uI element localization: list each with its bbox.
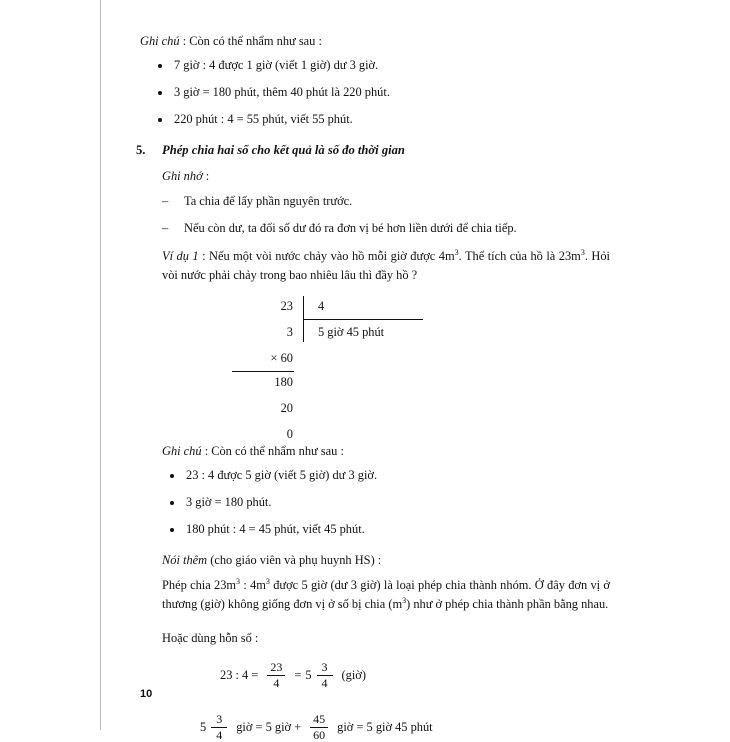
- list-item: 23 : 4 được 5 giờ (viết 5 giờ) dư 3 giờ.: [168, 467, 610, 485]
- mixed-number-intro: Hoặc dùng hỗn số :: [162, 630, 259, 645]
- example-text-3: . Hỏi vòi nước phải chảy trong bao nhiêu lâu thì đầy hồ ?: [162, 248, 611, 283]
- equation-2: [140, 713, 610, 742]
- mixed-number-5-3-4: [200, 713, 232, 742]
- extra-text-4: ) như ở phép chia thành phần bằng nhau.: [406, 597, 609, 612]
- extra-sup-1: 3: [236, 576, 241, 586]
- equation-1-lhs: 23 : 4 =: [220, 668, 259, 683]
- division-horizontal-rule: [303, 319, 423, 320]
- example-text-1: : Nếu một vòi nước chảy vào hồ mỗi giờ được 4m: [202, 248, 455, 263]
- fraction-45-60: [310, 713, 328, 742]
- fraction-denominator: 4: [321, 676, 328, 691]
- mixed-whole: 5: [305, 668, 312, 683]
- extra-text-2: : 4m: [240, 578, 266, 593]
- equation-1-equals: =: [294, 668, 302, 683]
- division-product-2: 20: [280, 401, 293, 416]
- list-item: 3 giờ = 180 phút, thêm 40 phút là 220 phút.: [156, 84, 610, 102]
- fraction-denominator: 60: [313, 727, 326, 742]
- rule-text: Ta chia để lấy phần nguyên trước.: [184, 193, 353, 208]
- equation-1: [140, 661, 610, 690]
- fraction-numerator: 45: [313, 711, 326, 726]
- extra-sup-2: 3: [265, 576, 270, 586]
- note-2-list: [140, 467, 610, 539]
- mixed-number-5-3-4: [305, 661, 337, 690]
- dash-marker: –: [162, 193, 169, 208]
- extra-text-1: Phép chia 23m: [162, 578, 237, 593]
- list-item: 3 giờ = 180 phút.: [168, 494, 610, 512]
- section-number: 5.: [136, 142, 146, 157]
- equation-2-tail: giờ = 5 giờ 45 phút: [337, 719, 433, 734]
- note-2-text: : Còn có thể nhẩm như sau :: [204, 444, 344, 459]
- extra-sup-3: 3: [402, 596, 407, 606]
- page-margin-rule: [100, 0, 101, 730]
- fraction-numerator: 3: [321, 660, 328, 675]
- division-remainder: 3: [286, 325, 293, 340]
- example-label: Ví dụ 1: [162, 248, 199, 263]
- extra-note-label: Nói thêm: [162, 553, 208, 568]
- division-quotient: 5 giờ 45 phút: [318, 325, 385, 340]
- list-item: 220 phút : 4 = 55 phút, viết 55 phút.: [156, 111, 610, 129]
- note-1-list: [140, 57, 610, 129]
- fraction-3-4: [317, 661, 333, 690]
- remember-colon: :: [205, 168, 210, 183]
- fraction-denominator: 4: [216, 727, 223, 742]
- division-product-3: 0: [286, 427, 293, 442]
- mixed-whole: 5: [200, 719, 207, 734]
- note-2-label: Ghi chú: [162, 444, 202, 459]
- dash-marker: –: [162, 221, 169, 236]
- note-1-text: : Còn có thể nhẩm như sau :: [182, 34, 322, 48]
- example-sup-1: 3: [454, 247, 459, 257]
- note-1-label: Ghi chú: [140, 34, 180, 48]
- remember-label: Ghi nhớ: [162, 168, 203, 183]
- section-heading: [136, 142, 610, 158]
- division-multiplier: × 60: [270, 351, 293, 366]
- remember-heading: [140, 167, 610, 186]
- extra-note-text: (cho giáo viên và phụ huynh HS) :: [210, 553, 382, 568]
- division-divisor: 4: [318, 299, 325, 314]
- list-item: 180 phút : 4 = 45 phút, viết 45 phút.: [168, 521, 610, 539]
- extra-note-heading: [140, 551, 610, 570]
- section-title: Phép chia hai số cho kết quả là số đo thời gian: [162, 142, 405, 157]
- rule-item-1: [162, 192, 610, 211]
- fraction-23-4: [267, 661, 285, 690]
- fraction-numerator: 23: [270, 660, 283, 675]
- division-dividend: 23: [280, 299, 293, 314]
- extra-text-3: được 5 giờ (dư 3 giờ) là loại phép chia thành nhóm. Ở đây đơn vị ở thương (giờ) không giống đơn vị ở số bị chia (m: [162, 578, 610, 612]
- division-product-1: 180: [274, 375, 293, 390]
- equation-2-mid: giờ = 5 giờ +: [236, 719, 302, 734]
- fraction-denominator: 4: [273, 676, 280, 691]
- rule-text: Nếu còn dư, ta đổi số dư đó ra đơn vị bé hơn liền dưới để chia tiếp.: [184, 221, 517, 236]
- page-number: 10: [140, 688, 153, 700]
- fraction-numerator: 3: [216, 711, 223, 726]
- note-1-heading: [140, 34, 610, 49]
- example-sup-2: 3: [580, 247, 585, 257]
- long-division-figure: [140, 299, 610, 442]
- extra-note-paragraph: [140, 576, 610, 615]
- division-multiply-rule: [232, 371, 294, 372]
- note-2-heading: [140, 444, 610, 459]
- example-text-2: . Thể tích của hồ là 23m: [458, 248, 581, 263]
- rule-item-2: [162, 219, 610, 238]
- equation-1-unit: (giờ): [341, 668, 366, 683]
- fraction-3-4: [211, 713, 227, 742]
- page-content: [136, 34, 611, 742]
- list-item: 7 giờ : 4 được 1 giờ (viết 1 giờ) dư 3 giờ.: [156, 57, 610, 75]
- example-paragraph: [140, 247, 610, 286]
